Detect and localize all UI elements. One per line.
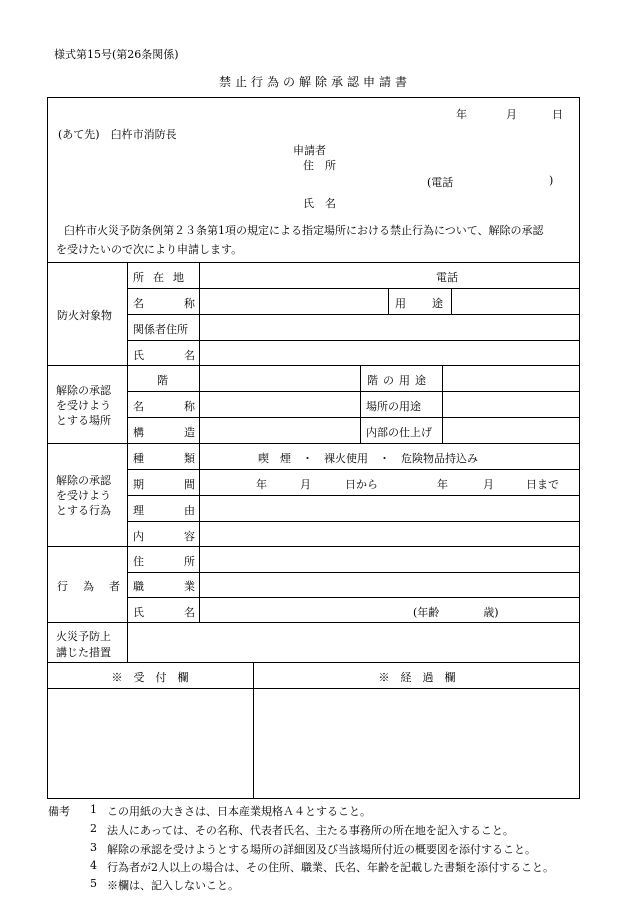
act-period-label: 期間 [133,478,235,491]
target-use-label: 用途 [395,297,469,310]
applicant-name-label: 氏 名 [303,197,336,210]
note-5-text: ※欄は、記入しないこと。 [107,879,239,892]
place-use-label: 場所の用途 [366,400,421,413]
act-section-label-1: 解除の承認 [56,474,111,487]
place-section-label-3: とする場所 [56,414,111,427]
actor-age: (年齢 歳) [413,606,499,619]
page-title: 禁止行為の解除承認申請書 [218,75,411,89]
act-period-to-day: 日まで [526,478,559,491]
intro-line-2: を受けたいので次により申請します。 [56,243,243,256]
date-month: 月 [506,108,517,121]
intro-line-1: 臼杵市火災予防条例第２３条第1項の規定による指定場所における禁止行為について、解除の承認 [64,224,544,237]
date-year: 年 [456,108,467,121]
act-period-from-day: 日から [345,478,378,491]
place-interior-finish-label: 内部の仕上げ [366,426,432,439]
place-structure-label: 構造 [133,426,235,439]
act-reason-label: 理由 [133,504,235,517]
place-floor-label: 階 [157,374,168,387]
place-floor-use-label: 階の用途 [367,374,431,387]
act-period-to-month: 月 [483,478,494,491]
actor-occupation-label: 職業 [133,580,235,593]
act-kind-label: 種類 [133,452,235,465]
measures-label-2: 講じた措置 [56,646,111,659]
note-4-num: 4 [90,859,97,872]
act-content-label: 内容 [133,530,235,543]
place-section-label-2: を受けよう [56,399,111,412]
target-section-label: 防火対象物 [57,309,112,322]
reception-field[interactable] [48,689,253,798]
form-number: 様式第15号(第26条関係) [54,48,179,61]
reception-header: ※ 受 付 欄 [111,671,189,684]
note-4-text: 行為者が2人以上の場合は、その住所、職業、氏名、年齢を記載した書類を添付すること。 [107,861,554,874]
note-2-num: 2 [90,822,97,835]
actor-address-label: 住所 [133,555,235,568]
act-section-label-2: を受けよう [56,489,111,502]
applicant-phone-close: ) [549,174,554,187]
actor-section-label: 行為者 [57,580,135,593]
note-5-num: 5 [90,877,97,890]
addressee: (あて先) 臼杵市消防長 [58,128,177,141]
progress-field[interactable] [254,689,579,798]
notes-label: 備考 [48,805,70,818]
act-section-label-3: とする行為 [56,504,111,517]
measures-label-1: 火災予防上 [56,630,111,643]
act-period-to-year: 年 [437,478,448,491]
target-owner-name-label: 氏名 [133,349,235,362]
applicant-label: 申請者 [293,144,326,157]
note-2-text: 法人にあっては、その名称、代表者氏名、主たる事務所の所在地を記入すること。 [107,824,514,837]
target-name-label: 名称 [133,297,235,310]
actor-name-label: 氏名 [133,606,235,619]
applicant-phone-open: (電話 [427,176,454,189]
place-section-label-1: 解除の承認 [56,384,111,397]
act-kind-options: 喫 煙 ・ 裸火使用 ・ 危険物品持込み [258,452,478,465]
target-location-label [133,269,191,285]
target-location-text: 所在地 [133,271,193,284]
target-phone-label: 電話 [436,271,458,284]
applicant-address-label: 住 所 [303,159,336,172]
note-1-num: 1 [90,803,97,816]
target-related-address-label: 関係者住所 [133,323,188,336]
note-3-text: 解除の承認を受けようとする場所の詳細図及び当該場所付近の概要図を添付すること。 [107,843,536,856]
note-1-text: この用紙の大きさは、日本産業規格Ａ４とすること。 [107,805,371,818]
place-name-label: 名称 [133,400,235,413]
act-period-from-month: 月 [300,478,311,491]
progress-header: ※ 経 過 欄 [378,671,456,684]
note-3-num: 3 [90,841,97,854]
act-period-from-year: 年 [256,478,267,491]
date-day: 日 [552,108,563,121]
